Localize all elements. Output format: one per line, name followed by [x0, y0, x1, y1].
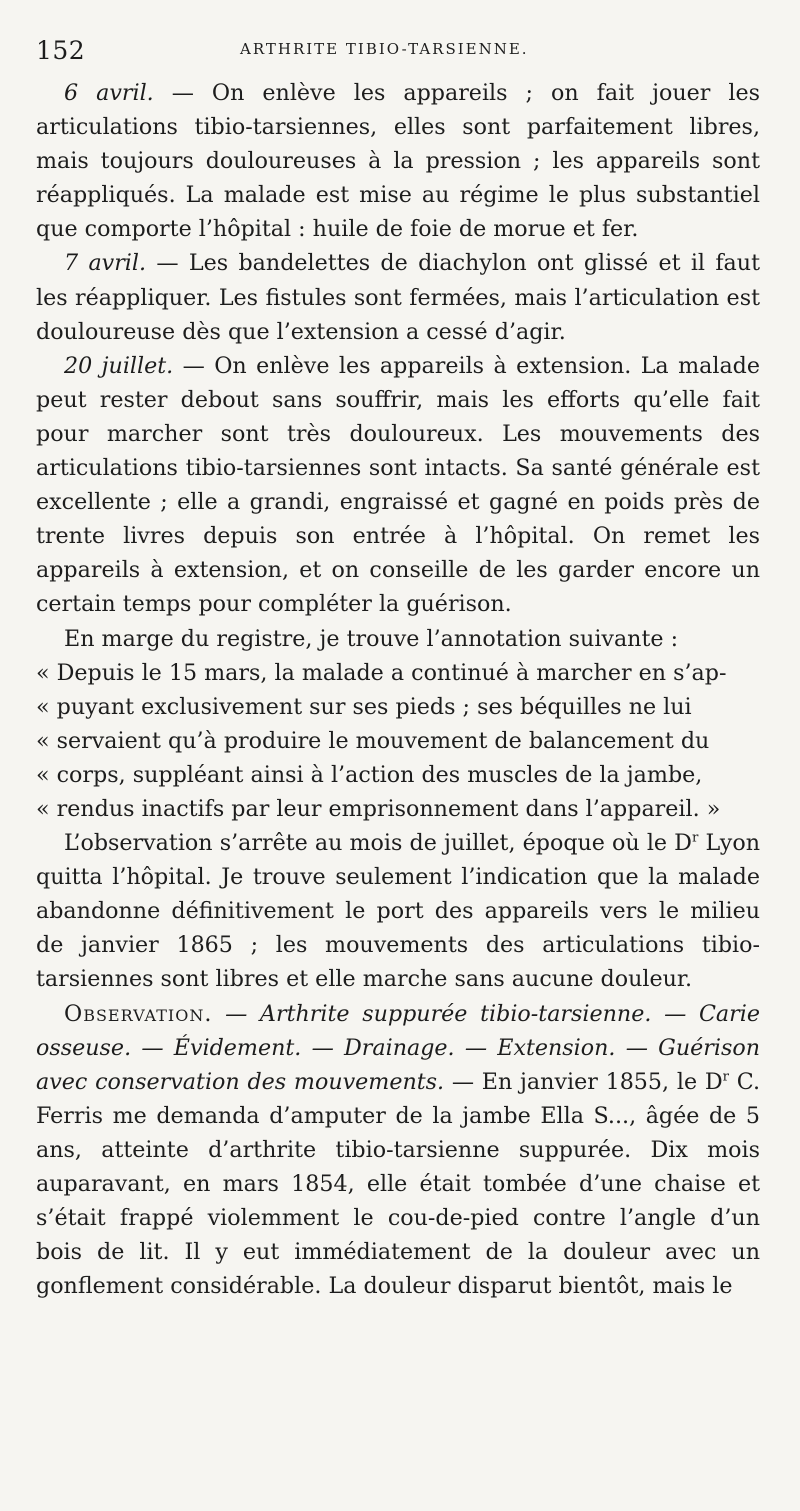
entry-date: 20 juillet.: [64, 352, 174, 379]
dr-superscript: r: [691, 830, 699, 846]
entry-6-avril: [36, 76, 760, 246]
conclusion-paragraph: [36, 826, 760, 996]
page-number: 152: [36, 36, 86, 65]
observation-label: Observation.: [64, 1000, 213, 1027]
quote-line: « servaient qu’à produire le mouvement de balancement du: [36, 727, 710, 754]
quote-line: « rendus inactifs par leur emprisonnement dans l’appareil. »: [36, 795, 721, 822]
quote-line: « Depuis le 15 mars, la malade a continué à marcher en s’ap-: [36, 659, 727, 686]
quote-line: « corps, suppléant ainsi à l’action des muscles de la jambe,: [36, 761, 703, 788]
entry-text: — Les bandelettes de diachylon ont glissé et il faut les réappliquer. Les fistules sont fermées, mais l’articulation est douloureuse dès que l’extension a cessé d’agir.: [36, 250, 760, 345]
observation-paragraph: [36, 997, 760, 1304]
observation-text-start: — En janvier 1855, le D: [444, 1068, 723, 1095]
conclusion-text-start: L’observation s’arrête au mois de juillet, époque où le D: [64, 830, 692, 857]
margin-note-quote: [36, 656, 760, 826]
margin-note-intro: En marge du registre, je trouve l’annotation suivante :: [64, 625, 679, 652]
running-title: ARTHRITE TIBIO-TARSIENNE.: [240, 40, 529, 58]
page-header: [36, 34, 760, 76]
entry-text: — On enlève les appareils à extension. La malade peut rester debout sans souffrir, mais les efforts qu’elle fait pour marcher sont très douloureux. Les mouvements des articulations tibio-tarsiennes sont intacts. Sa santé générale est excellente ; elle a grandi, engraissé et gagné en poids près de trente livres depuis son entrée à l’hôpital. On remet les appareils à extension, et on conseille de les garder encore un certain temps pour compléter la guérison.: [36, 352, 761, 618]
quote-line: « puyant exclusivement sur ses pieds ; ses béquilles ne lui: [36, 693, 692, 720]
entry-date: 6 avril.: [64, 80, 154, 106]
conclusion-text-rest: Lyon quitta l’hôpital. Je trouve seulement l’indication que la malade abandonne définitivement le port des appareils vers le milieu de janvier 1865 ; les mouvements des articulations tibio-tarsiennes sont libres et elle marche sans aucune douleur.: [36, 830, 760, 993]
body-text: [36, 76, 760, 1303]
entry-date: 7 avril.: [64, 250, 147, 277]
entry-7-avril: [36, 246, 760, 348]
dr-superscript: r: [722, 1069, 730, 1085]
observation-text-rest: C. Ferris me demanda d’amputer de la jambe Ella S..., âgée de 5 ans, atteinte d’arthrite tibio-tarsienne suppurée. Dix mois auparavant, en mars 1854, elle était tombée d’une chaise et s’était frappé violemment le cou-de-pied contre l’angle d’un bois de lit. Il y eut immédiatement de la douleur avec un gonflement considérable. La douleur disparut bientôt, mais le: [36, 1068, 761, 1300]
entry-text: — On enlève les appareils ; on fait jouer les articulations tibio-tarsiennes, elles sont parfaitement libres, mais toujours douloureuses à la pression ; les appareils sont réappliqués. La malade est mise au régime le plus substantiel que comporte l’hôpital : huile de foie de morue et fer.: [36, 80, 760, 243]
entry-20-juillet: [36, 349, 760, 622]
observation-title: — Arthrite suppurée tibio-tarsienne. — Carie osseuse. — Évidement. — Drainage. — Extension. — Guérison avec conservation des mouvements.: [36, 1000, 760, 1095]
